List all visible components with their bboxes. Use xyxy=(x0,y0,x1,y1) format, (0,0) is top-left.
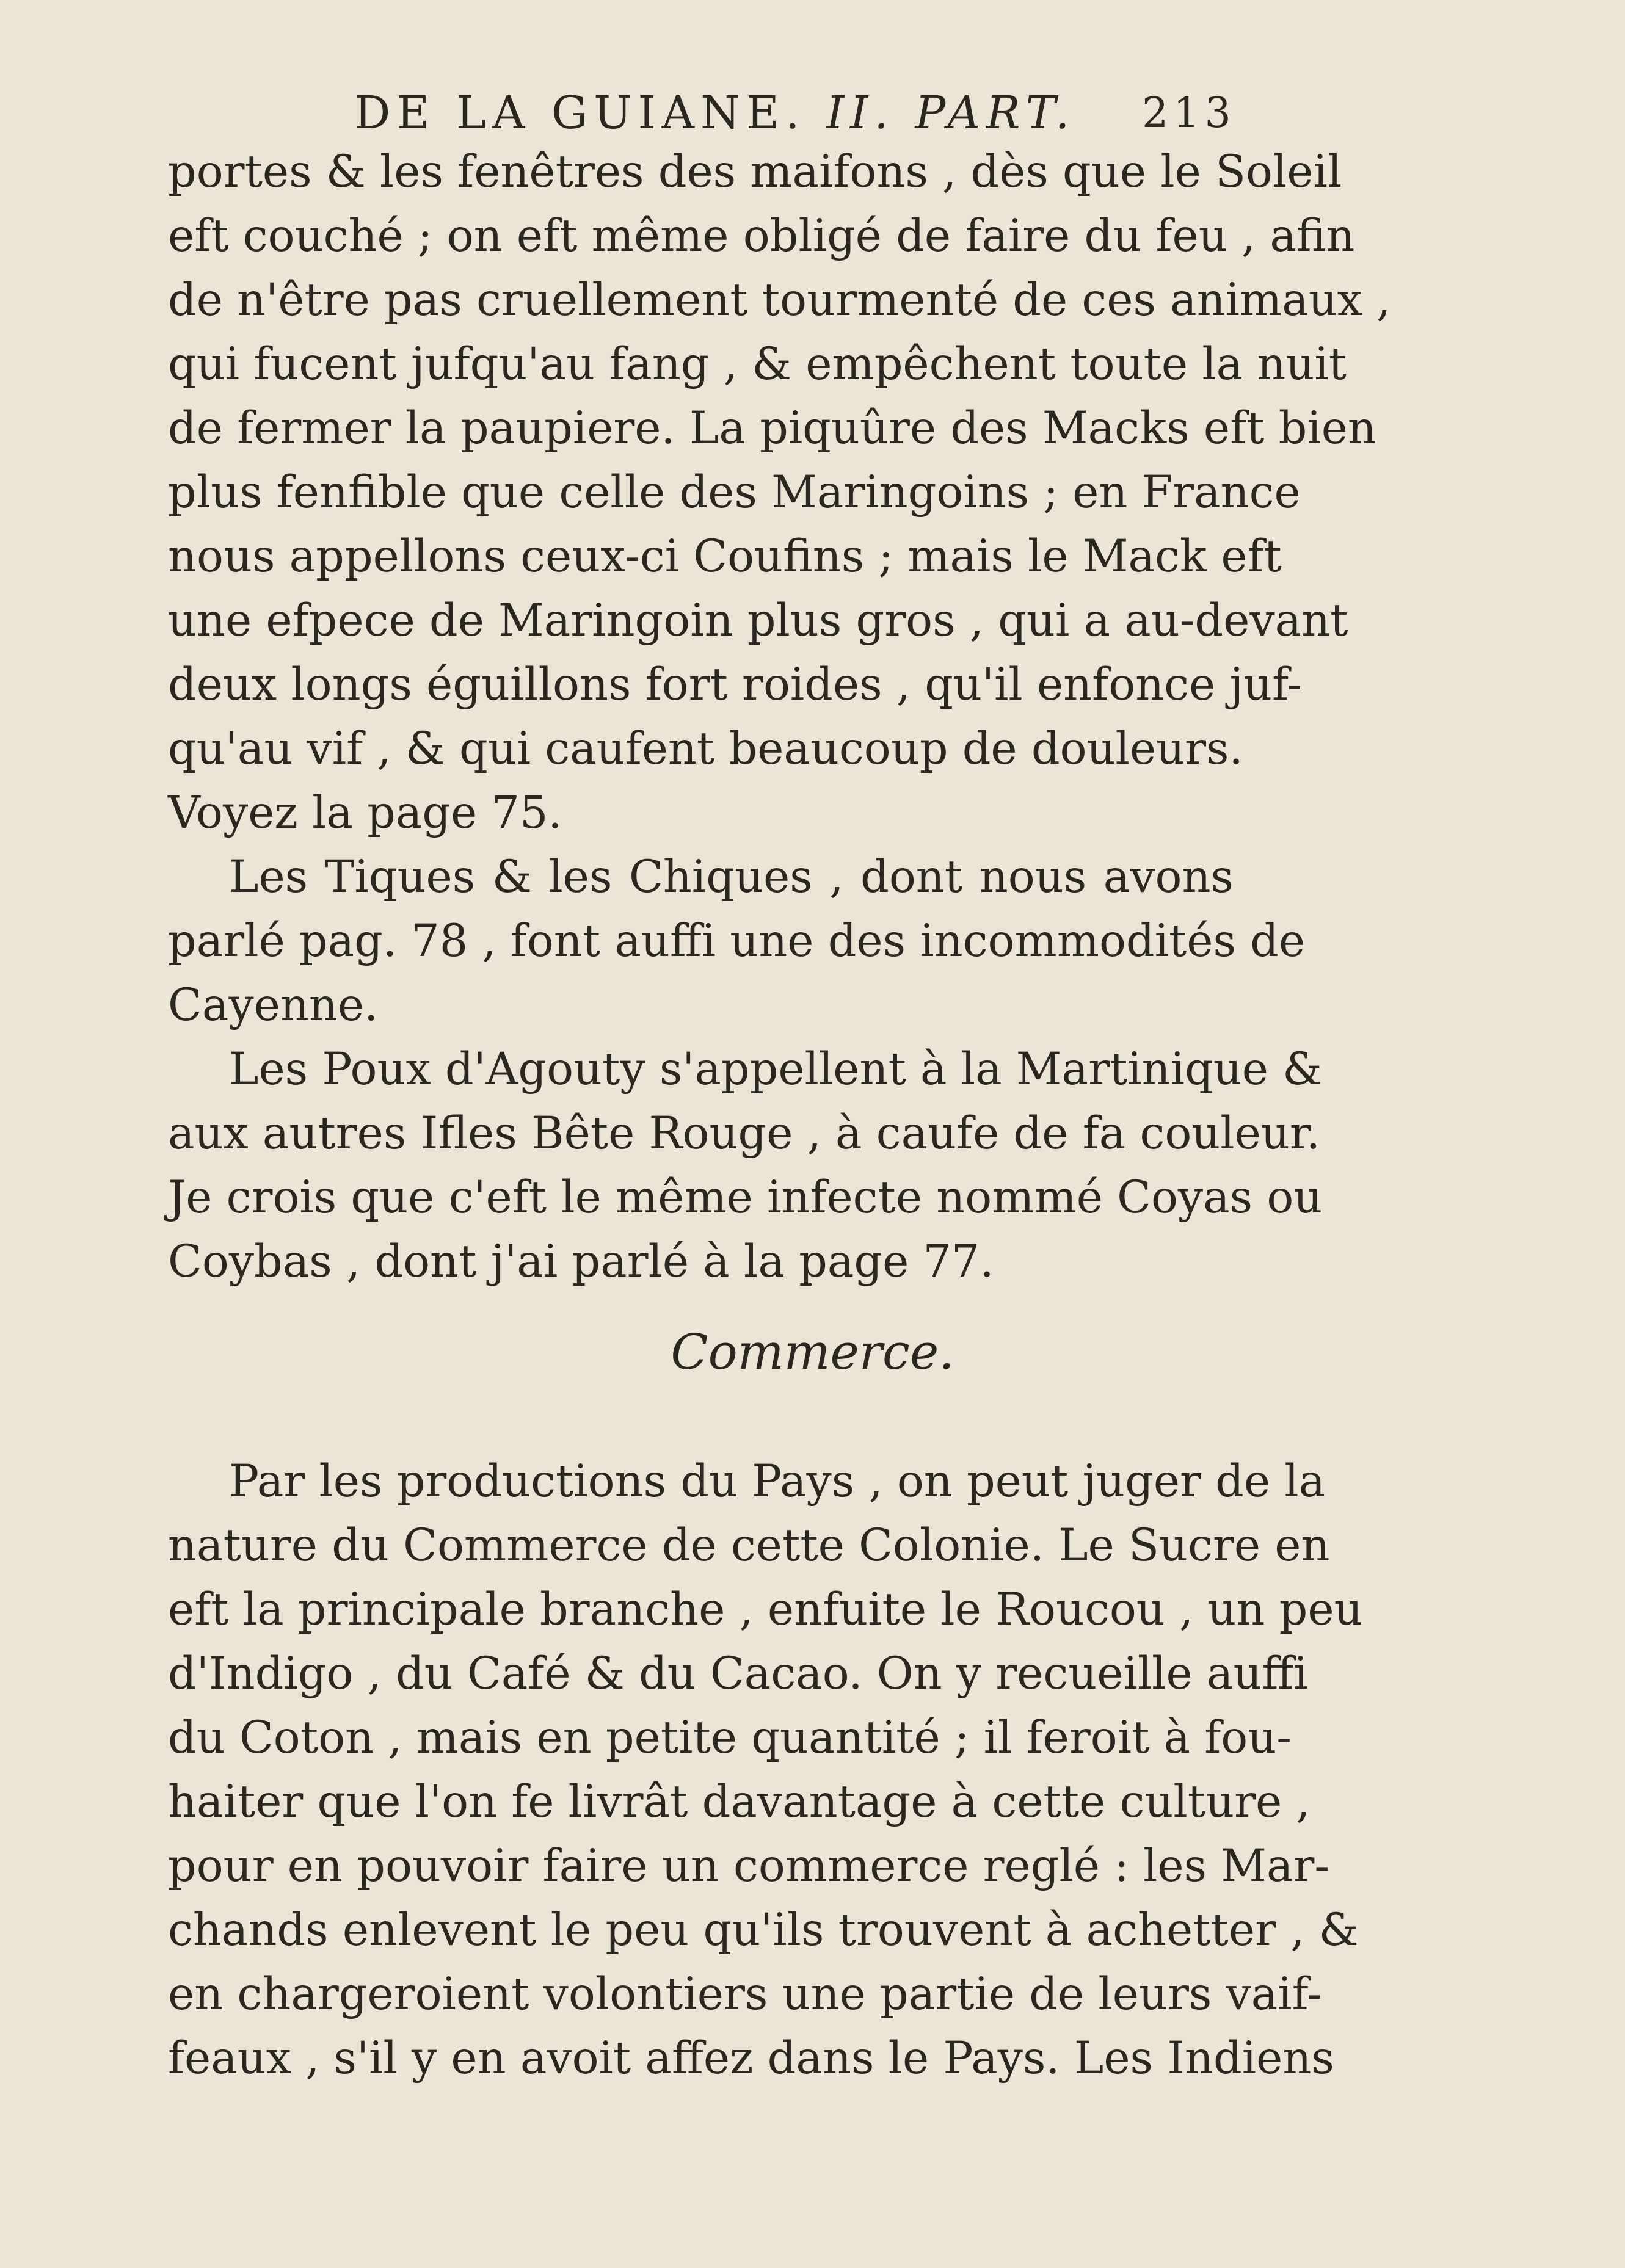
text-line: eft la principale branche , enfuite le Roucou , un peu xyxy=(168,1584,1363,1636)
text-line: qui fucent jufqu'au fang , & empêchent toute la nuit xyxy=(168,338,1347,390)
text-line: portes & les fenêtres des maifons , dès que le Soleil xyxy=(168,146,1342,198)
text-line: parlé pag. 78 , font auffi une des incommodités de xyxy=(168,915,1306,967)
text-line: en chargeroient volontiers une partie de leurs vaif- xyxy=(168,1968,1322,2020)
text-line: Les Poux d'Agouty s'appellent à la Martinique & xyxy=(229,1043,1323,1095)
text-line: plus fenfible que celle des Maringoins ; en France xyxy=(168,466,1301,518)
text-line: nature du Commerce de cette Colonie. Le Sucre en xyxy=(168,1520,1330,1571)
text-line: deux longs éguillons fort roides , qu'il enfonce juf- xyxy=(168,659,1303,711)
text-line: qu'au vif , & qui caufent beaucoup de douleurs. xyxy=(168,723,1243,775)
section-title: Commerce. xyxy=(671,1324,954,1380)
text-line: chands enlevent le peu qu'ils trouvent à achetter , & xyxy=(168,1904,1359,1956)
running-header xyxy=(354,87,1076,139)
text-line: Coybas , dont j'ai parlé à la page 77. xyxy=(168,1236,994,1288)
text-line: pour en pouvoir faire un commerce reglé : les Mar- xyxy=(168,1840,1330,1892)
text-line: Par les productions du Pays , on peut juger de la xyxy=(229,1455,1326,1507)
text-line: une efpece de Maringoin plus gros , qui a au-devant xyxy=(168,595,1348,647)
text-line: nous appellons ceux-ci Coufins ; mais le Mack eft xyxy=(168,531,1282,582)
text-line: Je crois que c'eft le même infecte nommé Coyas ou xyxy=(168,1172,1323,1223)
text-line: haiter que l'on fe livrât davantage à cette culture , xyxy=(168,1776,1311,1828)
text-line: Les Tiques & les Chiques , dont nous avons xyxy=(229,851,1234,903)
text-line: de n'être pas cruellement tourmenté de ces animaux , xyxy=(168,274,1391,326)
text-line: feaux , s'il y en avoit affez dans le Pays. Les Indiens xyxy=(168,2032,1334,2084)
running-title: DE LA GUIANE. xyxy=(354,87,806,139)
page-number: 213 xyxy=(1142,89,1236,137)
text-line: Voyez la page 75. xyxy=(168,787,562,839)
text-line: de fermer la paupiere. La piquûre des Macks eft bien xyxy=(168,402,1376,454)
part-label: II. PART. xyxy=(826,87,1076,139)
text-line: eft couché ; on eft même obligé de faire du feu , afin xyxy=(168,210,1355,262)
text-line: d'Indigo , du Café & du Cacao. On y recueille auffi xyxy=(168,1648,1308,1700)
text-line: Cayenne. xyxy=(168,979,379,1031)
text-line: aux autres Ifles Bête Rouge , à caufe de fa couleur. xyxy=(168,1107,1320,1159)
text-line: du Coton , mais en petite quantité ; il feroit à fou- xyxy=(168,1712,1292,1764)
